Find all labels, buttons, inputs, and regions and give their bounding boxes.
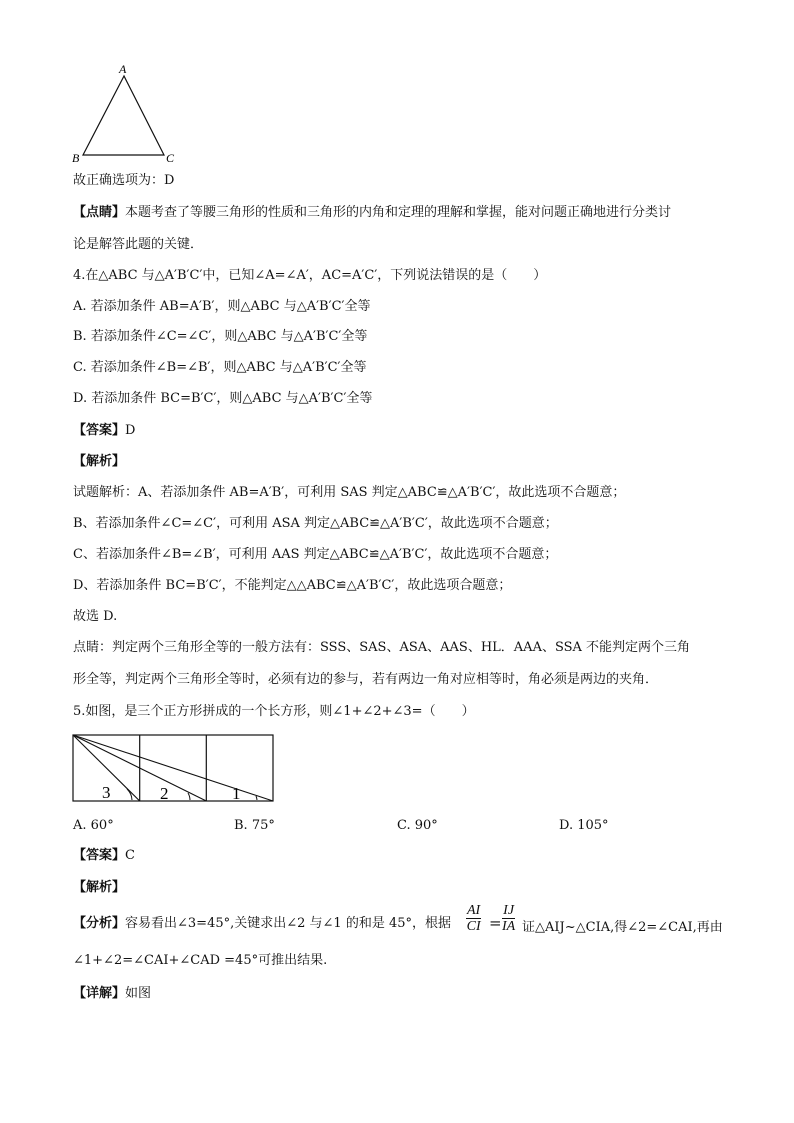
angle-label-2: 2 [160,784,169,803]
q4-analysis-tag: 【解析】 [73,454,126,469]
angle-label-1: 1 [232,784,241,803]
answer-value: D [125,423,136,438]
answer-tag: 【答案】 [73,423,126,438]
fraction-numerator: AI [467,903,481,918]
q5-fenxi-line [73,916,451,932]
fraction-denominator: IA [502,919,516,934]
vertex-label-c: C [166,151,175,165]
fraction-denominator: CI [466,919,481,934]
tip-tag: 【点睛】 [73,205,126,220]
q4-option-c: C. 若添加条件∠B=∠B′，则△ABC 与△A′B′C′全等 [73,360,367,375]
detail-text: 如图 [125,986,152,1001]
detail-tag: 【详解】 [73,986,126,1001]
q4-tip-1: 点睛：判定两个三角形全等的一般方法有：SSS、SAS、ASA、AAS、HL．AAA、SSA 不能判定两个三角 [73,640,691,655]
q5-option-b: B. 75° [234,818,275,833]
q4-choose: 故选 D. [73,609,118,624]
q4-tip-2: 形全等，判定两个三角形全等时，必须有边的参与，若有两边一角对应相等时，角必须是两边的夹角． [73,672,659,687]
q4-answer [73,423,135,439]
three-squares-figure [70,732,278,806]
q4-option-a: A. 若添加条件 AB=A′B′，则△ABC 与△A′B′C′全等 [73,299,371,314]
q4-option-d: D. 若添加条件 BC=B′C′，则△ABC 与△A′B′C′全等 [73,391,373,406]
fraction-numerator: IJ [503,903,515,918]
q4-analysis-1: 试题解析：A、若添加条件 AB=A′B′，可利用 SAS 判定△ABC≌△A′B′C′，故此选项不合题意； [73,485,626,500]
q5-fenxi-line-2: ∠1+∠2=∠CAI+∠CAD =45°可推出结果. [73,953,328,968]
vertex-label-b: B [72,151,80,165]
angle-label-3: 3 [102,783,111,802]
q3-tip-line-2: 论是解答此题的关键． [73,237,204,252]
q4-analysis-3: C、若添加条件∠B=∠B′，可利用 AAS 判定△ABC≌△A′B′C′，故此选项不合题意； [73,547,558,562]
triangle-shape [83,76,164,155]
fraction-ai-ci [466,903,481,934]
angle-arc-1 [256,796,257,800]
fenxi-text-b: 证△AIJ~△CIA,得∠2=∠CAI,再由 [522,920,723,935]
fenxi-text-a: 容易看出∠3=45°,关键求出∠2 与∠1 的和是 45°，根据 [125,916,452,931]
answer-tag: 【答案】 [73,848,126,863]
q5-detail [73,986,151,1002]
q5-answer [73,848,135,864]
vertex-label-a: A [119,62,127,76]
fenxi-tag: 【分析】 [73,916,126,931]
q5-analysis-tag: 【解析】 [73,880,126,895]
q5-option-d: D. 105° [559,818,609,833]
fraction-ij-ia [502,903,515,934]
tip-text: 本题考查了等腰三角形的性质和三角形的内角和定理的理解和掌握，能对问题正确地进行分类讨 [125,205,672,220]
q3-answer-line: 故正确选项为：D [73,173,175,188]
equals-sign: = [489,914,502,932]
q4-analysis-4: D、若添加条件 BC=B′C′，不能判定△△ABC≌△A′B′C′，故此选项合题意； [73,578,512,593]
answer-value: C [125,848,135,863]
q4-stem: 4.在△ABC 与△A′B′C′中，已知∠A=∠A′，AC=A′C′，下列说法错误的是（ ） [73,268,547,283]
angle-arc-2 [188,793,190,800]
q5-option-a: A. 60° [73,818,114,833]
q4-analysis-2: B、若添加条件∠C=∠C′，可利用 ASA 判定△ABC≌△A′B′C′，故此选项不合题意； [73,516,558,531]
q4-option-b: B. 若添加条件∠C=∠C′，则△ABC 与△A′B′C′全等 [73,329,368,344]
isosceles-triangle-figure [66,58,186,168]
q5-stem: 5.如图，是三个正方形拼成的一个长方形，则∠1+∠2+∠3=（ ） [73,704,475,719]
q3-tip-line-1 [73,205,671,221]
q5-option-c: C. 90° [397,818,438,833]
